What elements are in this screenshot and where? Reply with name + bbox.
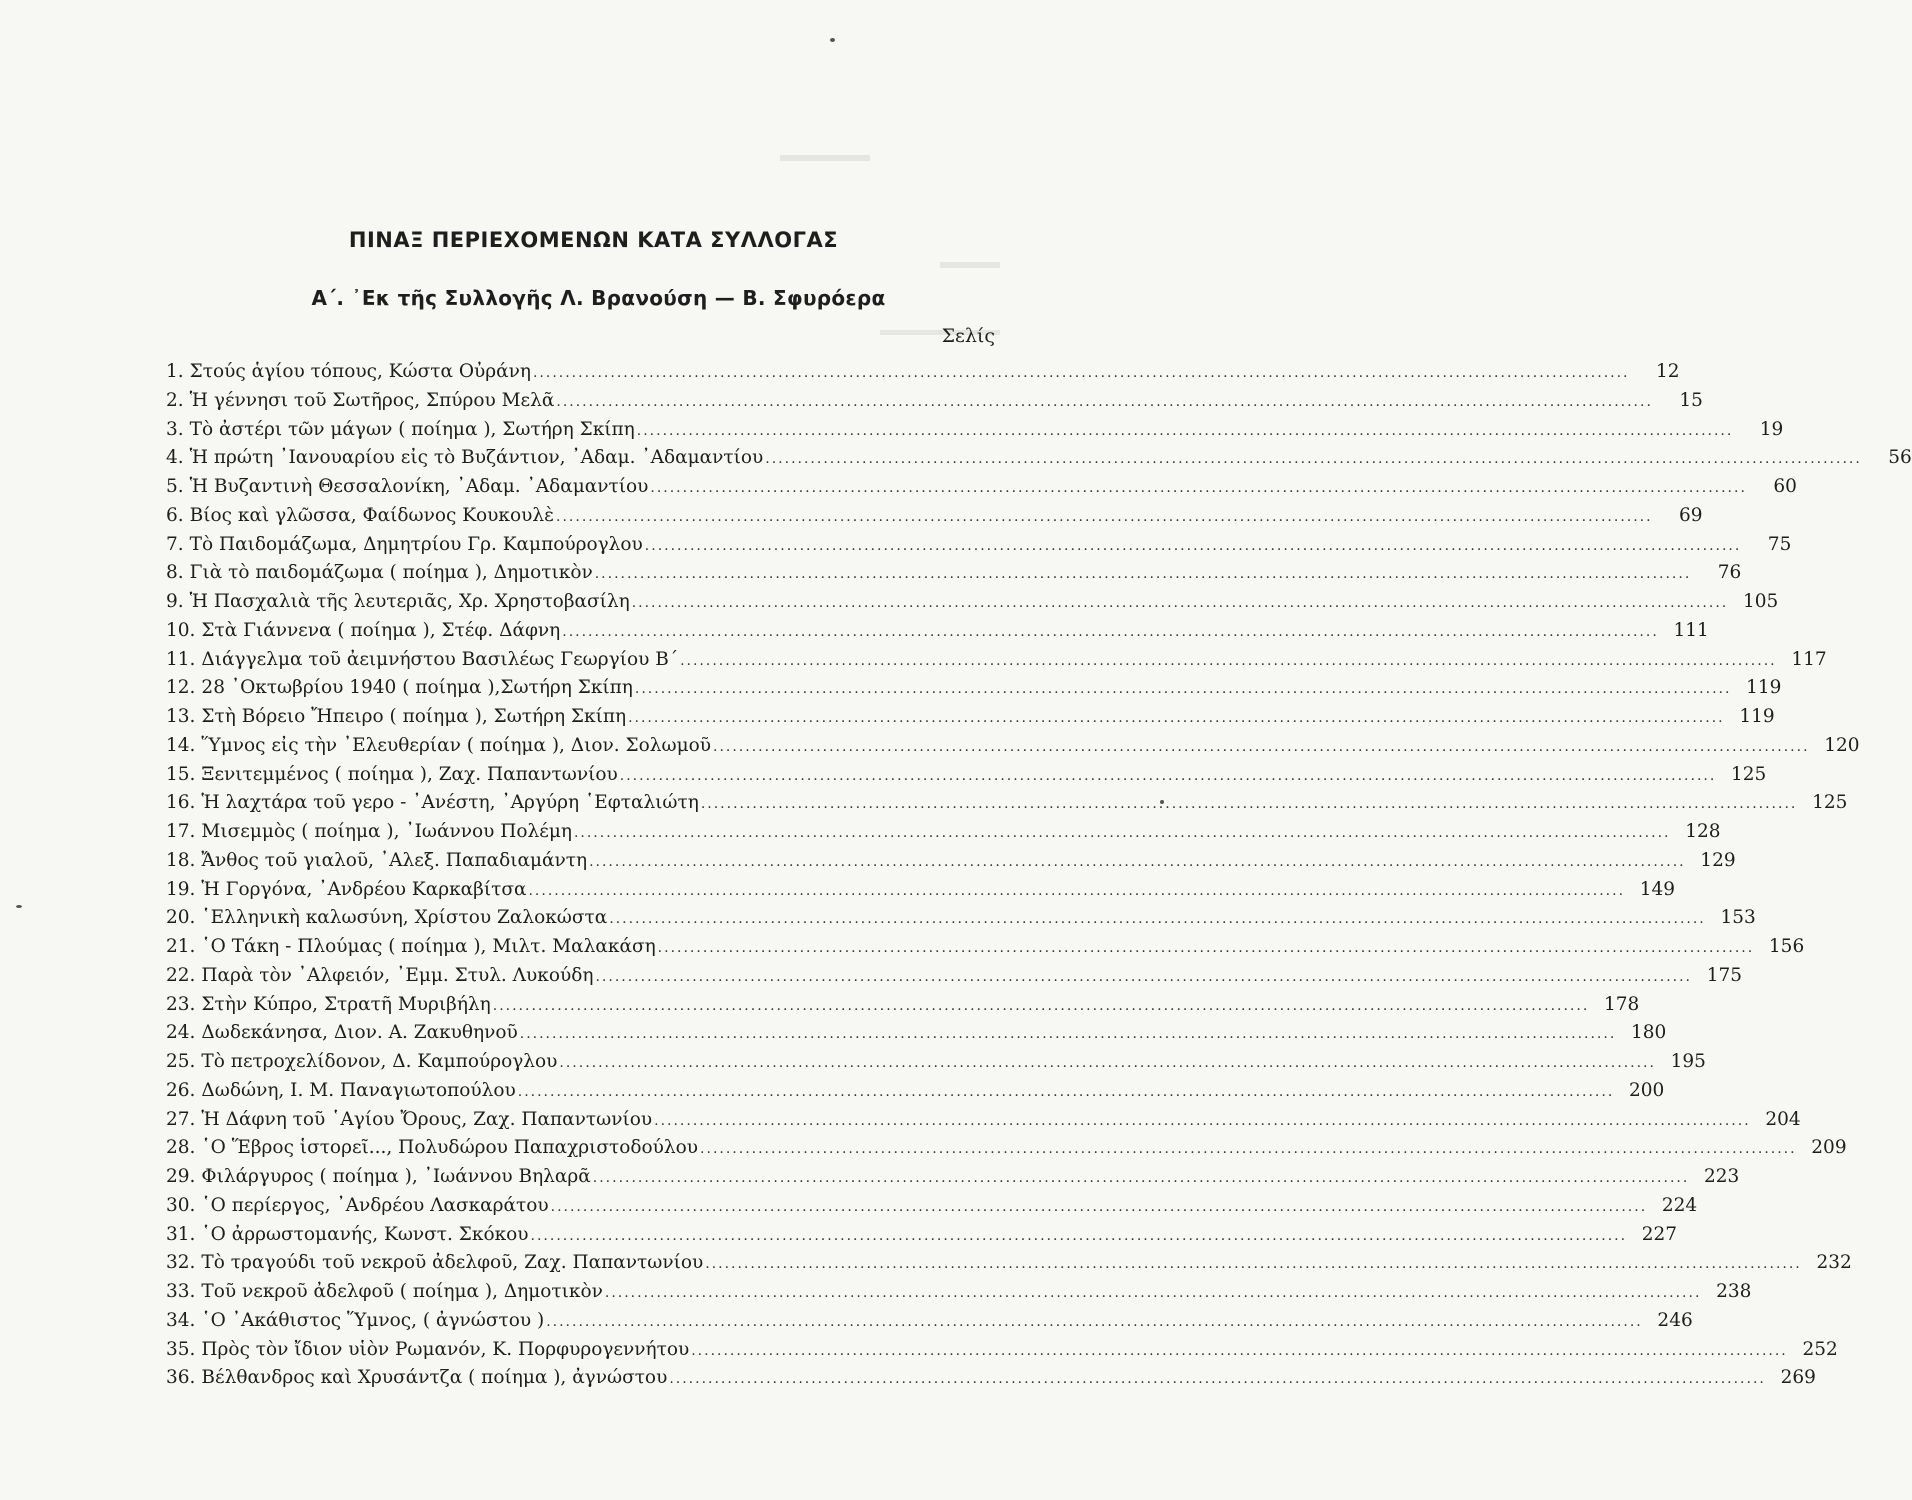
page-title: ΠΙΝΑΞ ΠΕΡΙΕΧΟΜΕΝΩΝ ΚΑΤΑ ΣΥΛΛΟΓΑΣ <box>348 228 839 252</box>
entry-number: 10. <box>166 619 196 641</box>
entry-number: 14. <box>166 734 196 756</box>
toc-entry <box>166 962 1743 991</box>
toc-entry <box>166 703 1775 732</box>
entry-page: 19 <box>1759 418 1784 440</box>
dot-leader <box>650 474 1747 503</box>
toc-entry <box>166 674 1782 703</box>
toc-entry <box>166 473 1797 502</box>
entry-number: 36. <box>166 1367 196 1389</box>
entry-title: Βέλθανδρος καὶ Χρυσάντζα ( ποίημα ), ἀγνώστου <box>201 1367 668 1389</box>
entry-number: 21. <box>166 936 196 957</box>
entry-page: 227 <box>1641 1223 1678 1245</box>
entry-page: 149 <box>1639 878 1676 900</box>
dot-leader <box>765 445 1862 474</box>
dot-leader <box>493 992 1590 1021</box>
entry-number: 30. <box>166 1194 196 1216</box>
entry-title: Γιὰ τὸ παιδομάζωμα ( ποίημα ), Δημοτικὸν <box>189 562 593 584</box>
dot-leader <box>551 1193 1648 1222</box>
toc-entry <box>166 1048 1706 1077</box>
toc-entry <box>166 1077 1665 1106</box>
dot-leader <box>574 819 1671 848</box>
dot-leader <box>701 790 1798 819</box>
entry-number: 3. <box>166 418 184 440</box>
entry-title: ῾Ο ἀρρωστομανής, Κωνστ. Σκόκου <box>201 1223 529 1245</box>
entry-title: 28 ᾿Οκτωβρίου 1940 ( ποίημα ),Σωτήρη Σκίπη <box>201 677 633 699</box>
toc-entry <box>166 1336 1838 1365</box>
entry-page: 180 <box>1630 1022 1667 1044</box>
entry-number: 4. <box>166 447 184 469</box>
entry-number: 29. <box>166 1166 196 1187</box>
entry-number: 2. <box>166 389 184 411</box>
entry-title: Διάγγελμα τοῦ ἀειμνήστου Βασιλέως Γεωργίου Β΄ <box>201 648 679 670</box>
entry-title: Ξενιτεμμένος ( ποίημα ), Ζαχ. Παπαντωνίου <box>201 763 618 785</box>
toc-entry <box>166 847 1736 876</box>
entry-number: 8. <box>166 562 184 584</box>
entry-title: Ἡ Γοργόνα, ᾿Ανδρέου Καρκαβίτσα <box>201 878 527 900</box>
table-of-contents <box>166 358 1912 1393</box>
toc-entry <box>166 1278 1752 1307</box>
dot-leader <box>520 1020 1617 1049</box>
dot-leader <box>628 704 1725 733</box>
entry-page: 120 <box>1824 734 1860 756</box>
dot-leader <box>705 1250 1802 1279</box>
entry-number: 5. <box>166 476 184 497</box>
entry-title: Ἄνθος τοῦ γιαλοῦ, ᾿Αλεξ. Παπαδιαμάντη <box>201 849 588 871</box>
dot-leader <box>559 1049 1656 1078</box>
entry-number: 33. <box>166 1281 196 1302</box>
entry-number: 15. <box>166 763 196 785</box>
entry-title: Βίος καὶ γλῶσσα, Φαίδωνος Κουκουλὲ <box>189 504 555 526</box>
toc-entry <box>166 1221 1678 1250</box>
toc-entry <box>166 876 1676 905</box>
entry-number: 1. <box>166 361 184 382</box>
toc-entry <box>166 588 1779 617</box>
entry-page: 119 <box>1746 677 1782 699</box>
entry-title: ῾Ο περίεργος, ᾿Ανδρέου Λασκαράτου <box>201 1194 549 1216</box>
entry-title: Παρὰ τὸν ᾿Αλφειόν, ᾿Εμμ. Στυλ. Λυκούδη <box>201 964 594 986</box>
dot-leader <box>713 733 1810 762</box>
entry-page: 238 <box>1716 1281 1752 1302</box>
entry-page: 246 <box>1657 1309 1693 1331</box>
paper-speck <box>16 905 22 908</box>
dot-leader <box>658 934 1755 963</box>
entry-number: 11. <box>166 648 196 670</box>
toc-entry <box>166 1192 1698 1221</box>
dot-leader <box>562 618 1659 647</box>
dot-leader <box>637 417 1734 446</box>
entry-number: 20. <box>166 907 196 929</box>
toc-entry <box>166 531 1792 560</box>
toc-entry <box>166 991 1640 1020</box>
dot-leader <box>593 1164 1690 1193</box>
dot-leader <box>556 388 1653 417</box>
entry-number: 25. <box>166 1051 196 1072</box>
entry-title: Φιλάργυρος ( ποίημα ), ᾿Ιωάννου Βηλαρᾶ <box>201 1166 591 1187</box>
entry-title: Δωδώνη, Ι. Μ. Παναγιωτοπούλου <box>201 1079 516 1101</box>
entry-title: Ἡ Πασχαλιὰ τῆς λευτεριᾶς, Χρ. Χρηστοβασίλη <box>189 591 630 612</box>
entry-number: 35. <box>166 1338 196 1360</box>
entry-number: 32. <box>166 1252 196 1274</box>
toc-entry <box>166 933 1805 962</box>
dot-leader <box>528 877 1625 906</box>
show-through-mark <box>940 262 1000 268</box>
dot-leader <box>595 963 1692 992</box>
entry-number: 31. <box>166 1223 196 1245</box>
entry-title: Τὸ πετροχελίδονον, Δ. Καμπούρογλου <box>201 1051 558 1072</box>
entry-number: 34. <box>166 1309 196 1331</box>
entry-number: 9. <box>166 591 184 612</box>
dot-leader <box>669 1365 1766 1394</box>
toc-entry <box>166 646 1827 675</box>
dot-leader <box>533 359 1630 388</box>
entry-title: Ἡ Δάφνη τοῦ ῾Αγίου Ὄρους, Ζαχ. Παπαντωνίου <box>201 1108 653 1130</box>
entry-page: 224 <box>1661 1194 1698 1216</box>
entry-number: 17. <box>166 821 196 842</box>
dot-leader <box>620 762 1717 791</box>
entry-title: Στὴ Βόρειο Ἤπειρο ( ποίημα ), Σωτήρη Σκίπη <box>201 706 627 727</box>
entry-number: 26. <box>166 1079 196 1101</box>
entry-title: Μισεμμὸς ( ποίημα ), ᾿Ιωάννου Πολέμη <box>201 821 572 842</box>
dot-leader <box>700 1135 1797 1164</box>
entry-number: 16. <box>166 792 196 814</box>
entry-title: Δωδεκάνησα, Διον. Α. Ζακυθηνοῦ <box>201 1022 518 1044</box>
entry-page: 223 <box>1704 1166 1740 1187</box>
entry-number: 22. <box>166 964 196 986</box>
show-through-mark <box>780 155 870 161</box>
entry-number: 27. <box>166 1108 196 1130</box>
toc-entry <box>166 789 1848 818</box>
entry-title: ῾Ο ᾿Ακάθιστος Ὕμνος, ( ἀγνώστου ) <box>201 1309 545 1331</box>
entry-title: Ἡ Βυζαντινὴ Θεσσαλονίκη, ᾿Αδαμ. ᾿Αδαμαντίου <box>189 476 649 497</box>
dot-leader <box>680 647 1777 676</box>
entry-title: Ὕμνος εἰς τὴν ᾿Ελευθερίαν ( ποίημα ), Διον. Σολωμοῦ <box>201 734 711 756</box>
toc-entry <box>166 559 1742 588</box>
toc-entry <box>166 1106 1801 1135</box>
toc-entry <box>166 1249 1852 1278</box>
entry-title: Ἡ πρώτη ᾿Ιανουαρίου εἰς τὸ Βυζάντιον, ᾿Αδαμ. ᾿Αδαμαντίου <box>189 447 764 469</box>
collection-subtitle: Α΄. ᾿Εκ τῆς Συλλογῆς Λ. Βρανούση — Β. Σφυρόερα <box>311 286 886 310</box>
entry-number: 19. <box>166 878 196 900</box>
entry-title: ῾Ελληνικὴ καλωσύνη, Χρίστου Ζαλοκώστα <box>201 907 608 929</box>
entry-page: 252 <box>1802 1338 1838 1360</box>
entry-title: Ἡ γέννησι τοῦ Σωτῆρος, Σπύρου Μελᾶ <box>189 389 555 411</box>
entry-number: 12. <box>166 677 196 699</box>
page-column-header: Σελίς <box>941 325 995 347</box>
entry-page: 69 <box>1679 504 1703 526</box>
entry-page: 56 <box>1888 447 1912 469</box>
entry-page: 119 <box>1739 706 1775 727</box>
dot-leader <box>595 560 1692 589</box>
entry-page: 129 <box>1700 849 1736 871</box>
entry-page: 195 <box>1670 1051 1706 1072</box>
toc-entry <box>166 416 1784 445</box>
entry-page: 204 <box>1765 1108 1801 1130</box>
toc-entry <box>166 1364 1816 1393</box>
toc-entry <box>166 1307 1693 1336</box>
toc-entry <box>166 732 1860 761</box>
entry-title: ῾Ο Ἕβρος ἱστορεῖ..., Πολυδώρου Παπαχριστοδούλου <box>201 1137 699 1159</box>
entry-page: 76 <box>1717 562 1742 584</box>
paper-speck <box>830 38 835 42</box>
entry-title: Στὰ Γιάννενα ( ποίημα ), Στέφ. Δάφνη <box>201 619 561 641</box>
toc-entry <box>166 818 1721 847</box>
dot-leader <box>691 1337 1788 1366</box>
toc-entry <box>166 358 1680 387</box>
toc-entry <box>166 387 1703 416</box>
entry-number: 13. <box>166 706 196 727</box>
entry-number: 18. <box>166 849 196 871</box>
toc-entry <box>166 444 1912 473</box>
entry-page: 128 <box>1685 821 1721 842</box>
entry-page: 156 <box>1768 936 1805 957</box>
entry-number: 24. <box>166 1022 196 1044</box>
entry-number: 23. <box>166 993 196 1015</box>
entry-title: Τὸ Παιδομάζωμα, Δημητρίου Γρ. Καμπούρογλου <box>189 533 643 555</box>
entry-page: 12 <box>1655 361 1680 382</box>
entry-page: 75 <box>1767 533 1792 555</box>
entry-title: Πρὸς τὸν ἴδιον υἱὸν Ρωμανόν, Κ. Πορφυρογεννήτου <box>201 1338 690 1360</box>
entry-page: 125 <box>1731 763 1767 785</box>
entry-page: 232 <box>1816 1252 1852 1274</box>
entry-title: Ἡ λαχτάρα τοῦ γερο - ᾿Ανέστη, ᾿Αργύρη ῾Εφταλιώτη <box>201 792 699 814</box>
entry-number: 6. <box>166 504 184 526</box>
dot-leader <box>609 905 1706 934</box>
dot-leader <box>645 532 1742 561</box>
entry-page: 125 <box>1812 792 1848 814</box>
toc-entry <box>166 761 1767 790</box>
toc-entry <box>166 1134 1847 1163</box>
dot-leader <box>531 1222 1628 1251</box>
dot-leader <box>632 589 1729 618</box>
entry-title: Στὴν Κύπρο, Στρατῆ Μυριβήλη <box>201 993 491 1015</box>
dot-leader <box>635 675 1732 704</box>
toc-entry <box>166 1019 1667 1048</box>
entry-page: 117 <box>1791 648 1827 670</box>
toc-entry <box>166 904 1756 933</box>
entry-page: 153 <box>1720 907 1756 929</box>
entry-page: 105 <box>1742 591 1779 612</box>
entry-page: 178 <box>1603 993 1640 1015</box>
dot-leader <box>654 1107 1751 1136</box>
toc-entry <box>166 502 1703 531</box>
entry-page: 209 <box>1811 1137 1847 1159</box>
entry-page: 60 <box>1773 476 1797 497</box>
entry-title: Στούς ἁγίου τόπους, Κώστα Οὐράνη <box>189 361 531 382</box>
entry-page: 111 <box>1673 619 1709 641</box>
entry-page: 175 <box>1706 964 1743 986</box>
entry-page: 200 <box>1628 1079 1665 1101</box>
entry-title: ῾Ο Τάκη - Πλούμας ( ποίημα ), Μιλτ. Μαλακάση <box>201 936 656 957</box>
dot-leader <box>605 1279 1702 1308</box>
entry-number: 7. <box>166 533 184 555</box>
dot-leader <box>589 848 1686 877</box>
entry-title: Τὸ τραγούδι τοῦ νεκροῦ ἀδελφοῦ, Ζαχ. Παπαντωνίου <box>201 1252 704 1274</box>
dot-leader <box>556 503 1653 532</box>
dot-leader <box>546 1308 1643 1337</box>
entry-page: 15 <box>1679 389 1703 411</box>
toc-entry <box>166 1163 1740 1192</box>
entry-title: Τοῦ νεκροῦ ἀδελφοῦ ( ποίημα ), Δημοτικὸν <box>201 1281 603 1302</box>
toc-entry <box>166 617 1709 646</box>
entry-page: 269 <box>1780 1367 1816 1389</box>
entry-title: Τὸ ἀστέρι τῶν μάγων ( ποίημα ), Σωτήρη Σκίπη <box>189 418 635 440</box>
dot-leader <box>518 1078 1615 1107</box>
entry-number: 28. <box>166 1137 196 1159</box>
